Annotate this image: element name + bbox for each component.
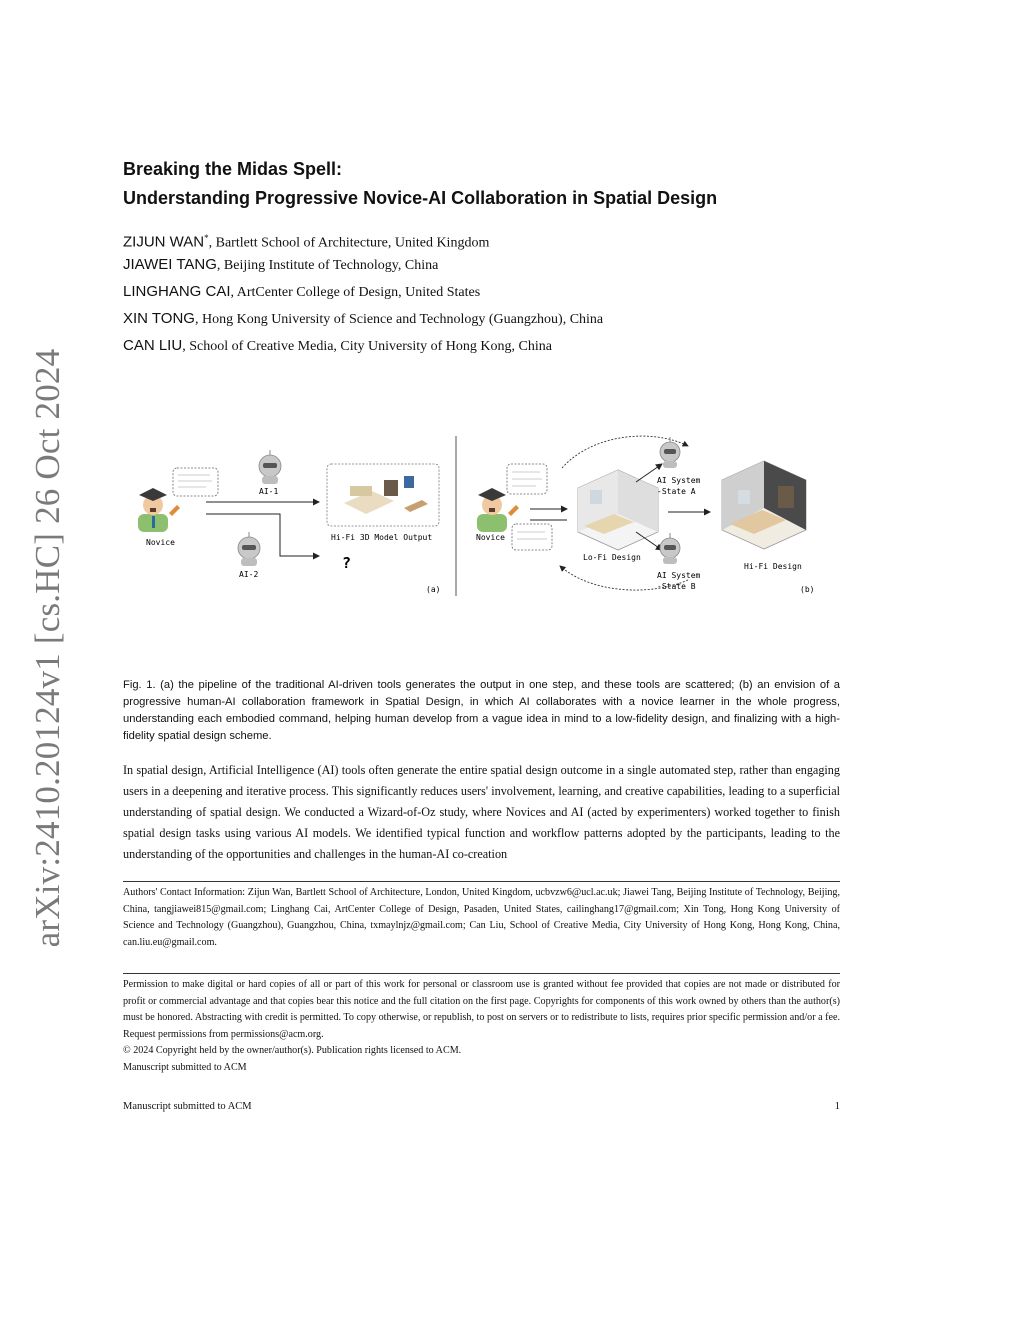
arrow-to-question bbox=[206, 514, 319, 556]
hifi-room-image bbox=[722, 461, 806, 549]
state-b-label-1: AI System bbox=[657, 571, 701, 580]
author-name: ZIJUN WAN bbox=[123, 233, 205, 251]
panel-label-b: (b) bbox=[800, 585, 815, 594]
corresponding-mark: * bbox=[204, 233, 209, 243]
author-affiliation: , Bartlett School of Architecture, United Kingdom bbox=[208, 235, 490, 251]
author-name: LINGHANG CAI bbox=[123, 283, 231, 300]
author-name: CAN LIU bbox=[123, 337, 183, 354]
figure-1 bbox=[122, 428, 842, 603]
title-line-1: Breaking the Midas Spell: bbox=[123, 159, 343, 179]
hifi-model-output-image bbox=[327, 464, 439, 526]
contact-rule bbox=[123, 881, 840, 882]
state-a-label-1: AI System bbox=[657, 476, 701, 485]
copyright-line: © 2024 Copyright held by the owner/author(s). Publication rights licensed to ACM. bbox=[123, 1045, 462, 1056]
author-name: XIN TONG bbox=[123, 310, 195, 327]
author-entry bbox=[123, 335, 843, 362]
contact-info: Authors' Contact Information: Zijun Wan, Bartlett School of Architecture, London, United Kingdom, ucbvzw6@ucl.ac.uk; Jiawei Tang, Beijing Institute of Technology, Beijing, China, tangjiawei815@gmail.com; Linghang Cai, ArtCenter College of Design, Pasaden, United States, cailinghang17@gmail.com; Xin Tong, Hong Kong University of Science and Technology (Guangzhou), Guangzhou, China, txmaylnjz@gmail.com; Can Liu, School of Creative Media, City University of Hong Kong, Hong Kong, China, can.liu.eu@gmail.com. bbox=[123, 887, 840, 948]
robot-icon-ai2 bbox=[238, 532, 260, 566]
page-number: 1 bbox=[834, 1101, 840, 1112]
author-affiliation: , Beijing Institute of Technology, China bbox=[216, 258, 439, 273]
title-line-2: Understanding Progressive Novice-AI Collaboration in Spatial Design bbox=[123, 188, 718, 208]
author-entry bbox=[123, 281, 843, 308]
novice-label-a: Novice bbox=[146, 538, 175, 547]
ai1-label: AI-1 bbox=[259, 487, 279, 496]
permission-notice bbox=[123, 977, 840, 1076]
question-mark: ? bbox=[342, 554, 352, 572]
lofi-room-image bbox=[578, 470, 658, 550]
robot-icon-state-b bbox=[660, 533, 680, 564]
speech-bubble-icon bbox=[512, 524, 552, 550]
author-name: JIAWEI TANG bbox=[123, 256, 217, 273]
author-entry bbox=[123, 227, 843, 254]
paper-title bbox=[123, 155, 843, 213]
author-affiliation: , ArtCenter College of Design, United States bbox=[230, 285, 481, 300]
state-a-label-2: -State A bbox=[657, 487, 696, 496]
manuscript-note: Manuscript submitted to ACM bbox=[123, 1061, 247, 1073]
author-entry bbox=[123, 254, 843, 281]
author-list bbox=[123, 227, 843, 362]
lofi-label: Lo-Fi Design bbox=[583, 553, 641, 562]
permission-rule bbox=[123, 973, 840, 974]
ai2-label: AI-2 bbox=[239, 570, 259, 579]
abstract: In spatial design, Artificial Intelligence (AI) tools often generate the entire spatial design outcome in a single automated step, rather than engaging users in a deepening and iterative process. This significantly reduces users' involvement, learning, and creative capabilities, leading to a superficial understanding of spatial design. We conducted a Wizard-of-Oz study, where Novices and AI (acted by experimenters) worked together to finish spatial design tasks using various AI models. We identified typical function and workflow patterns adopted by the participants, leading to the understanding of the opportunities and challenges in the human-AI co-creation bbox=[123, 763, 840, 861]
figure-caption: Fig. 1. (a) the pipeline of the traditional AI-driven tools generates the output in one step, and these tools are scattered; (b) an envision of a progressive human-AI collaboration framework in Spatial Design, in which AI collaborates with a novice learner in the whole progress, understanding each embodied command, helping human develop from a vague idea in mind to a low-fidelity design, and finalizing with a high-fidelity spatial design scheme. bbox=[123, 679, 840, 742]
output-label: Hi-Fi 3D Model Output bbox=[331, 533, 433, 542]
author-affiliation: , Hong Kong University of Science and Technology (Guangzhou), China bbox=[194, 312, 604, 327]
arxiv-stamp: arXiv:2410.20124v1 [cs.HC] 26 Oct 2024 bbox=[28, 348, 67, 948]
panel-label-a: (a) bbox=[426, 585, 441, 594]
author-affiliation: , School of Creative Media, City University of Hong Kong, China bbox=[182, 339, 552, 354]
permission-text: Permission to make digital or hard copies of all or part of this work for personal or classroom use is granted without fee provided that copies are not made or distributed for profit or commercial advantage and that copies bear this notice and the full citation on the first page. Copyrights for components of this work owned by others than the author(s) must be honored. Abstracting with credit is permitted. To copy otherwise, or republish, to post on servers or to redistribute to lists, requires prior specific permission and/or a fee. Request permissions from permissions@acm.org. bbox=[123, 979, 840, 1040]
speech-bubble-icon bbox=[173, 468, 218, 496]
hifi-label: Hi-Fi Design bbox=[744, 562, 802, 571]
state-b-label-2: -State B bbox=[657, 582, 696, 591]
footer-venue: Manuscript submitted to ACM bbox=[123, 1101, 252, 1112]
robot-icon-ai1 bbox=[259, 450, 281, 484]
figure-1-diagram bbox=[122, 428, 842, 603]
author-entry bbox=[123, 308, 843, 335]
novice-label-b: Novice bbox=[476, 533, 505, 542]
speech-bubble-icon bbox=[507, 464, 547, 494]
